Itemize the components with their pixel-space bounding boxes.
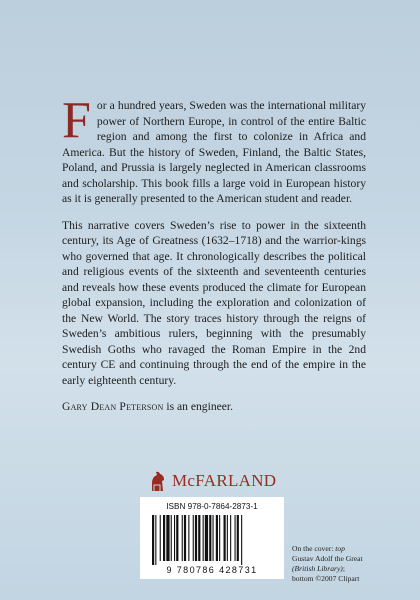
blurb-paragraph-1 (62, 92, 366, 207)
publisher-name: McFARLAND (172, 471, 277, 490)
cover-blurb (62, 92, 366, 415)
author-bio-text: is an engineer. (163, 400, 234, 413)
isbn-label: ISBN 978-0-7864-2873-1 (166, 502, 258, 511)
publisher-logo (148, 468, 288, 494)
blurb-paragraph-1-text: or a hundred years, Sweden was the international military power of Northern Europe, in control of the entire Baltic region and among the first to colonize in Africa and America. But the history of Sweden, Finland, the Baltic States, Poland, and Prussia is largely neglected in American classrooms and scholarship. This book fills a large void in European history as it is generally presented to the American student and reader. (62, 99, 366, 205)
publisher-emblem-icon (148, 469, 168, 493)
author-bio (62, 399, 366, 415)
credit-line-2: Gustav Adolf the Great (292, 554, 363, 563)
cover-credit (292, 544, 410, 584)
barcode-digits: 9 780786 428731 (166, 565, 258, 575)
author-name: Gary Dean Peterson (62, 400, 164, 413)
barcode-bars (152, 515, 272, 565)
credit-sep: ; (342, 564, 345, 573)
credit-line-4: bottom ©2007 Clipart (292, 574, 360, 583)
barcode-box (140, 497, 284, 579)
blurb-paragraph-2: This narrative covers Sweden’s rise to power in the sixteenth century, its Age of Greatness (1632–1718) and the warrior-kings who governed that age. It chronologically describes the political and religious events of the sixteenth and seventeenth centuries and reveals how these events produced the climate for European global expansion, including the exploration and colonization of the New World. The story traces history through the reigns of Sweden’s ambitious rulers, beginning with the presumably Swedish Goths who ravaged the Roman Empire in the 2nd century CE and continuing through the end of the empire in the early eighteenth century. (62, 218, 366, 387)
credit-line-1 (292, 544, 410, 554)
credit-source: (British Library) (292, 564, 343, 573)
credit-prefix: On the cover: (292, 544, 336, 553)
credit-line-3 (292, 564, 410, 574)
credit-top: top (335, 544, 345, 553)
drop-cap: F (62, 92, 91, 149)
